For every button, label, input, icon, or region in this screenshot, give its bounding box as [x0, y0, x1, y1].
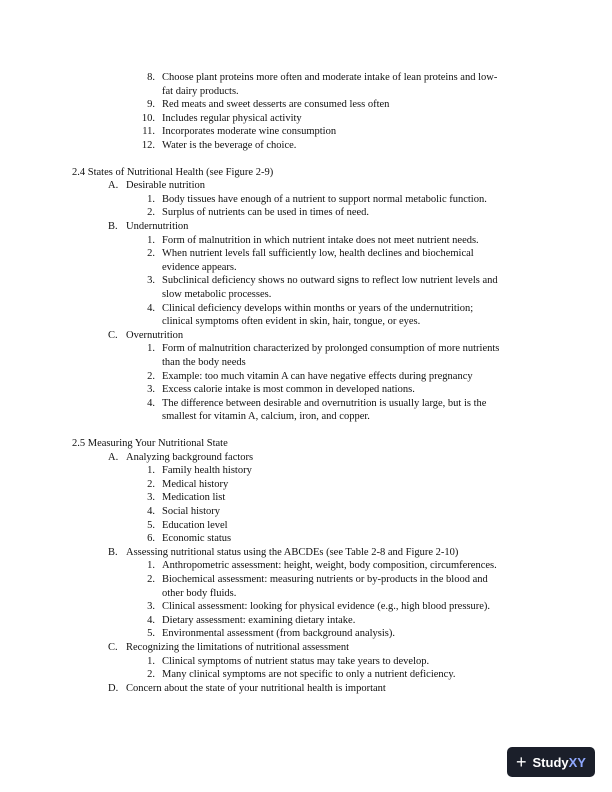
list-item-text: evidence appears.	[162, 261, 237, 273]
list-item-text: Form of malnutrition characterized by prolonged consumption of more nutrients	[162, 343, 500, 355]
list-number: 1.	[147, 560, 155, 572]
list-item-text: Medication list	[162, 492, 226, 504]
list-item-text: The difference between desirable and overnutrition is usually large, but is the	[162, 397, 487, 409]
outline-subheading: Overnutrition	[126, 329, 184, 341]
list-item-text: Many clinical symptoms are not specific to only a nutrient deficiency.	[162, 669, 456, 681]
outline-letter: D.	[108, 682, 119, 694]
outline-subheading: Assessing nutritional status using the ABCDEs (see Table 2-8 and Figure 2-10)	[126, 546, 459, 558]
list-item-text: smallest for vitamin A, calcium, iron, and copper.	[162, 411, 370, 423]
outline-subheading: Analyzing background factors	[126, 451, 254, 463]
list-number: 2.	[147, 370, 155, 382]
outline-subheading: Concern about the state of your nutritional health is important	[126, 682, 386, 694]
outline-letter: A.	[108, 451, 119, 463]
list-item-text: Example: too much vitamin A can have negative effects during pregnancy	[162, 370, 473, 382]
list-number: 4.	[147, 614, 155, 626]
list-number: 12.	[141, 140, 155, 151]
list-number: 3.	[147, 492, 155, 504]
list-number: 3.	[147, 275, 155, 287]
list-item-text: fat dairy products.	[162, 85, 239, 97]
plus-icon: +	[516, 751, 527, 772]
studyxy-badge[interactable]	[507, 747, 595, 777]
list-item-text: Social history	[162, 506, 221, 517]
list-item-text: When nutrient levels fall sufficiently low, health declines and biochemical	[162, 248, 474, 260]
list-item-text: Biochemical assessment: measuring nutrients or by-products in the blood and	[162, 574, 488, 585]
outline-subheading: Recognizing the limitations of nutritional assessment	[126, 642, 350, 653]
list-item-text: Choose plant proteins more often and moderate intake of lean proteins and low-	[162, 72, 498, 83]
list-item-text: Dietary assessment: examining dietary intake.	[162, 614, 356, 626]
list-item-text: Incorporates moderate wine consumption	[162, 126, 337, 138]
list-number: 4.	[147, 302, 155, 314]
list-item-text: Clinical symptoms of nutrient status may take years to develop.	[162, 655, 430, 667]
list-item-text: Excess calorie intake is most common in developed nations.	[162, 384, 415, 396]
list-number: 3.	[147, 384, 155, 396]
list-item-text: Clinical deficiency develops within months or years of the undernutrition;	[162, 302, 474, 314]
brand-name: Study	[532, 754, 569, 770]
list-number: 2.	[147, 669, 155, 681]
brand-accent: XY	[568, 754, 586, 770]
list-item-text: Clinical assessment: looking for physical evidence (e.g., high blood pressure).	[162, 601, 491, 613]
list-number: 2.	[147, 207, 155, 219]
list-number: 1.	[147, 465, 155, 477]
outline-letter: A.	[108, 180, 119, 192]
list-item-text: than the body needs	[162, 357, 246, 368]
list-item-text: Economic status	[162, 533, 232, 545]
list-number: 5.	[147, 519, 155, 531]
list-item-text: other body fluids.	[162, 587, 237, 599]
list-number: 1.	[147, 343, 155, 355]
list-number: 1.	[147, 655, 155, 667]
list-item-text: Anthropometric assessment: height, weight, body composition, circumferences.	[162, 560, 497, 572]
list-number: 6.	[147, 533, 155, 545]
outline-letter: C.	[108, 642, 118, 653]
list-item-text: Environmental assessment (from background analysis).	[162, 628, 395, 640]
list-number: 11.	[142, 126, 155, 138]
list-number: 2.	[147, 248, 155, 260]
list-number: 8.	[147, 72, 155, 83]
section-heading: 2.5 Measuring Your Nutritional State	[72, 438, 228, 449]
list-item-text: Includes regular physical activity	[162, 112, 302, 124]
list-number: 10.	[141, 112, 155, 124]
list-item-text: Water is the beverage of choice.	[162, 140, 297, 151]
outline-letter: B.	[108, 546, 118, 558]
list-item-text: Subclinical deficiency shows no outward signs to reflect low nutrient levels and	[162, 275, 498, 287]
list-item-text: Education level	[162, 519, 228, 531]
list-item-text: Medical history	[162, 478, 229, 490]
list-number: 2.	[147, 478, 155, 490]
list-number: 4.	[147, 397, 155, 409]
list-number: 5.	[147, 628, 155, 640]
outline-subheading: Desirable nutrition	[126, 180, 206, 192]
list-number: 1.	[147, 193, 155, 205]
list-item-text: clinical symptoms often evident in skin, hair, tongue, or eyes.	[162, 316, 421, 328]
outline-letter: C.	[108, 329, 118, 341]
list-item-text: Red meats and sweet desserts are consumed less often	[162, 99, 390, 111]
list-number: 4.	[147, 506, 155, 517]
list-number: 9.	[147, 99, 155, 111]
list-item-text: slow metabolic processes.	[162, 289, 272, 300]
list-number: 3.	[147, 601, 155, 613]
list-item-text: Surplus of nutrients can be used in times of need.	[162, 207, 370, 219]
list-item-text: Family health history	[162, 465, 252, 477]
outline-subheading: Undernutrition	[126, 221, 189, 232]
outline-letter: B.	[108, 221, 118, 232]
section-heading: 2.4 States of Nutritional Health (see Figure 2-9)	[72, 166, 274, 178]
list-item-text: Body tissues have enough of a nutrient to support normal metabolic function.	[162, 193, 487, 205]
list-item-text: Form of malnutrition in which nutrient intake does not meet nutrient needs.	[162, 234, 479, 246]
list-number: 2.	[147, 574, 155, 585]
list-number: 1.	[147, 234, 155, 246]
